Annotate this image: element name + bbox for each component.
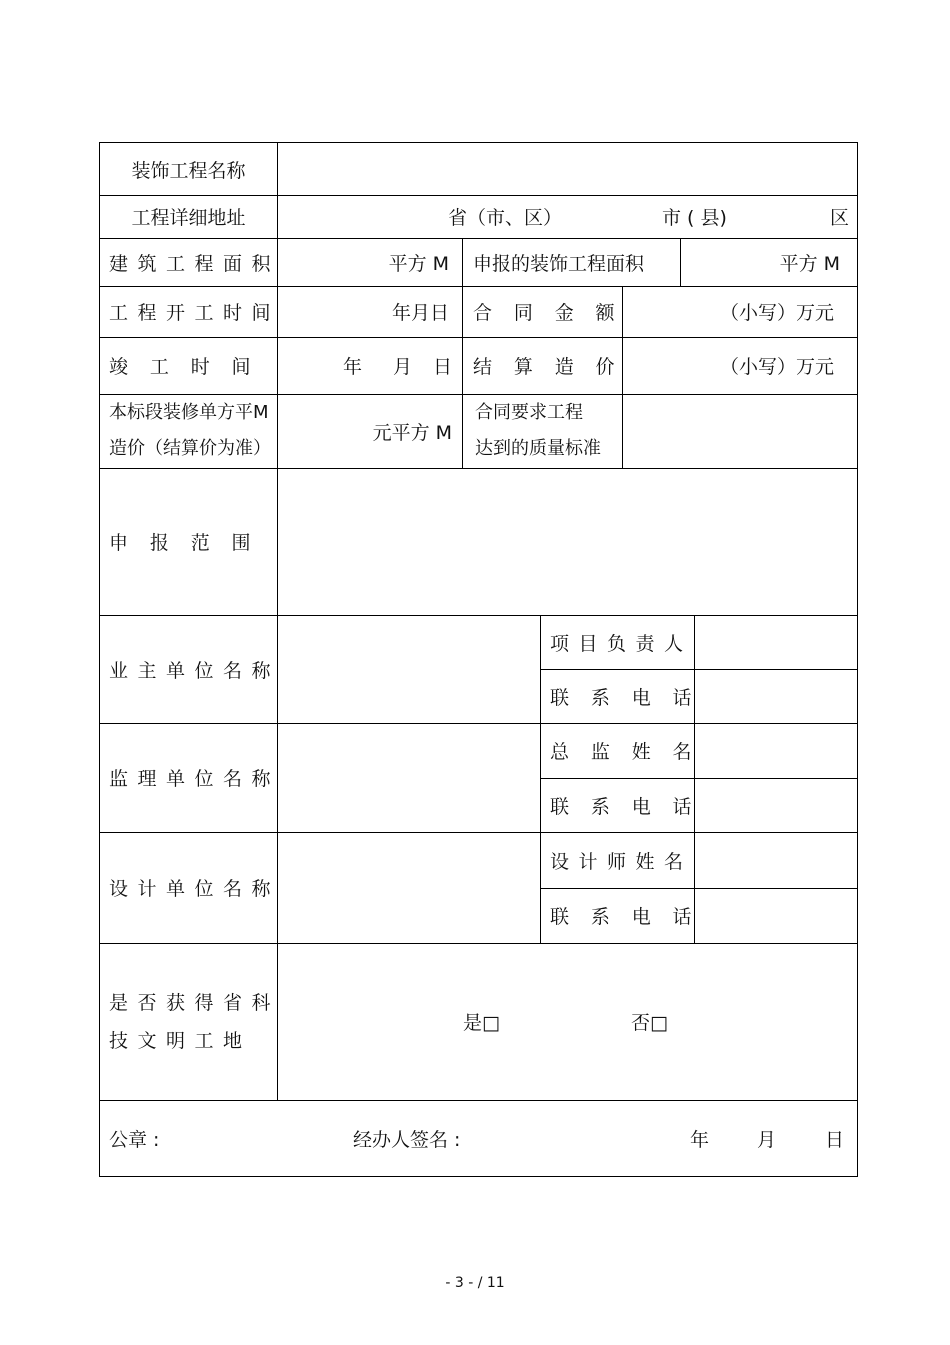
registration-form bbox=[99, 142, 858, 1177]
tech-site-label: 是否获得省科 技文明工地 bbox=[109, 991, 281, 1052]
project-manager-label: 项目负责人 bbox=[550, 632, 693, 655]
supervisor-phone-label: 联系电话 bbox=[550, 795, 714, 818]
project-name-label: 装饰工程名称 bbox=[131, 159, 246, 182]
finish-month: 月 bbox=[393, 356, 413, 378]
finish-year: 年 bbox=[343, 356, 363, 378]
address-province: 省（市、区） bbox=[448, 207, 563, 229]
owner-phone-label: 联系电话 bbox=[550, 686, 714, 709]
address-label: 工程详细地址 bbox=[131, 207, 246, 229]
building-area-label: 建筑工程面积 bbox=[109, 252, 281, 275]
designer-phone-label: 联系电话 bbox=[550, 906, 714, 928]
unit-cost-label: 本标段装修单方平M 造价（结算价为准） bbox=[109, 402, 271, 459]
designer-name-label: 设计师姓名 bbox=[550, 850, 693, 873]
finish-day: 日 bbox=[433, 356, 453, 378]
footer-year: 年 bbox=[690, 1128, 710, 1151]
settlement-unit: （小写）万元 bbox=[719, 356, 834, 378]
designer-label: 设计单位名称 bbox=[109, 878, 281, 900]
contract-amount-unit: （小写）万元 bbox=[719, 302, 834, 324]
quality-standard-label: 合同要求工程 达到的质量标准 bbox=[475, 402, 601, 459]
contract-amount-label: 合同金额 bbox=[473, 302, 637, 324]
declared-area-label: 申报的装饰工程面积 bbox=[473, 252, 645, 275]
address-city: 市 ( 县) bbox=[662, 207, 727, 229]
owner-label: 业主单位名称 bbox=[109, 659, 281, 682]
start-date: 年月日 bbox=[391, 302, 449, 324]
finish-time-label: 竣工时间 bbox=[109, 356, 273, 378]
chief-supervisor-label: 总监姓名 bbox=[550, 741, 714, 763]
unit-cost-unit: 元平方 M bbox=[372, 421, 452, 444]
start-time-label: 工程开工时间 bbox=[109, 302, 281, 324]
scope-label: 申报范围 bbox=[109, 532, 273, 554]
seal-label: 公章 : bbox=[109, 1128, 160, 1151]
declared-area-unit: 平方 M bbox=[779, 252, 840, 275]
signer-label: 经办人签名 : bbox=[353, 1128, 461, 1151]
supervisor-label: 监理单位名称 bbox=[109, 768, 281, 790]
settlement-label: 结算造价 bbox=[473, 356, 637, 378]
page-number: - 3 - / 11 bbox=[445, 1275, 505, 1291]
tech-site-yes-checkbox[interactable]: 是□ bbox=[463, 1012, 500, 1034]
building-area-unit: 平方 M bbox=[388, 252, 449, 275]
footer-month: 月 bbox=[757, 1128, 777, 1151]
tech-site-no-checkbox[interactable]: 否□ bbox=[631, 1012, 668, 1034]
footer-day: 日 bbox=[825, 1128, 845, 1151]
address-district: 区 bbox=[830, 207, 850, 229]
